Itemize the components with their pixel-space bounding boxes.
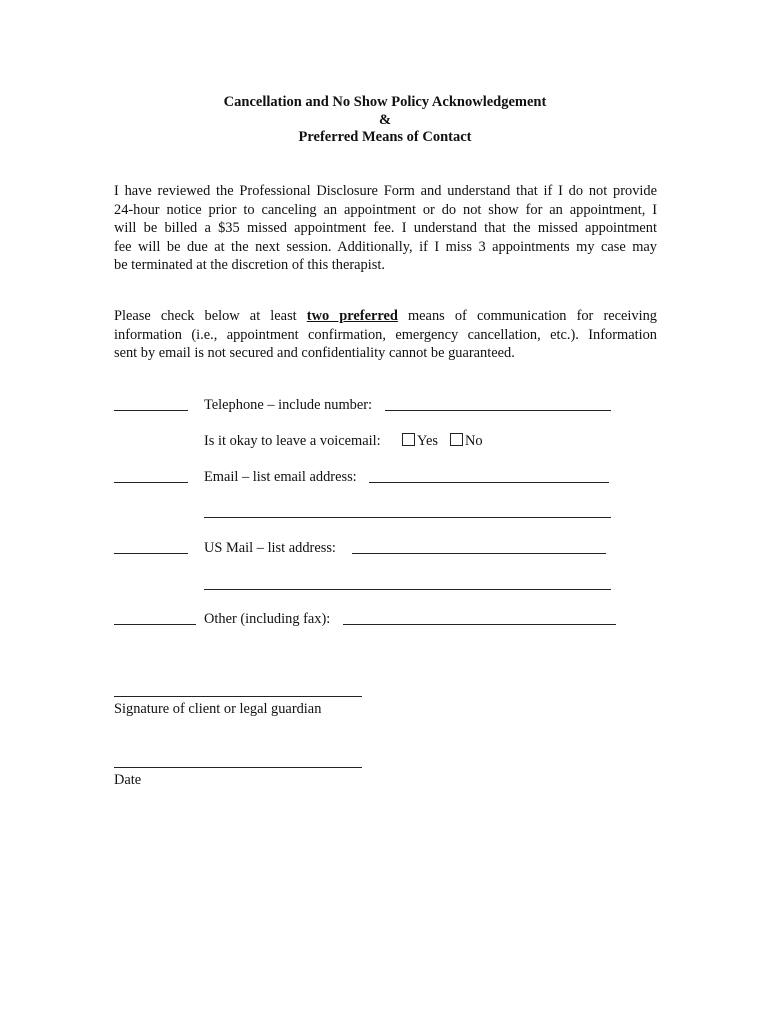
other-contact-field[interactable] xyxy=(343,624,616,625)
voicemail-question: Is it okay to leave a voicemail: xyxy=(204,433,381,449)
instructions-text: means of communication for receiving xyxy=(397,308,657,324)
voicemail-yes-label: Yes xyxy=(417,433,438,449)
policy-line: fee will be due at the next session. Additionally, if I miss 3 appointments my case may xyxy=(114,238,657,255)
title-ampersand: & xyxy=(378,112,392,128)
email-label: Email – list email address: xyxy=(204,469,357,485)
instructions-line: sent by email is not secured and confidentiality cannot be guaranteed. xyxy=(114,345,515,361)
mail-address-field-line2[interactable] xyxy=(204,589,611,590)
document-title: Cancellation and No Show Policy Acknowledgement xyxy=(223,94,547,110)
telephone-number-field[interactable] xyxy=(385,410,611,411)
policy-line: 24-hour notice prior to canceling an appointment or do not show for an appointment, I xyxy=(114,201,657,218)
voicemail-no-checkbox[interactable] xyxy=(450,433,463,446)
telephone-label: Telephone – include number: xyxy=(204,397,373,413)
instructions-text: Please check below at least xyxy=(114,308,307,324)
date-field[interactable] xyxy=(114,767,362,768)
document-subtitle: Preferred Means of Contact xyxy=(298,129,472,145)
instructions-line: information (i.e., appointment confirmation, emergency cancellation, etc.). Information xyxy=(114,326,657,343)
policy-line: will be billed a $35 missed appointment fee. I understand that the missed appointment xyxy=(114,220,657,236)
voicemail-no-label: No xyxy=(465,433,483,449)
email-address-field[interactable] xyxy=(369,482,609,483)
signature-field[interactable] xyxy=(114,696,362,697)
email-check-blank[interactable] xyxy=(114,482,188,483)
telephone-check-blank[interactable] xyxy=(114,410,188,411)
instructions-paragraph xyxy=(114,307,657,363)
policy-line: I have reviewed the Professional Disclosure Form and understand that if I do not provide xyxy=(114,183,657,199)
instructions-line xyxy=(114,307,657,326)
policy-paragraph xyxy=(114,182,657,275)
mail-label: US Mail – list address: xyxy=(204,540,336,556)
other-label: Other (including fax): xyxy=(204,611,331,627)
email-address-field-line2[interactable] xyxy=(204,517,611,518)
date-label: Date xyxy=(114,772,142,788)
other-check-blank[interactable] xyxy=(114,624,196,625)
voicemail-yes-checkbox[interactable] xyxy=(402,433,415,446)
policy-line: be terminated at the discretion of this therapist. xyxy=(114,257,385,273)
signature-label: Signature of client or legal guardian xyxy=(114,701,322,717)
mail-check-blank[interactable] xyxy=(114,553,188,554)
emphasis-text: two preferred xyxy=(306,308,398,324)
mail-address-field[interactable] xyxy=(352,553,606,554)
